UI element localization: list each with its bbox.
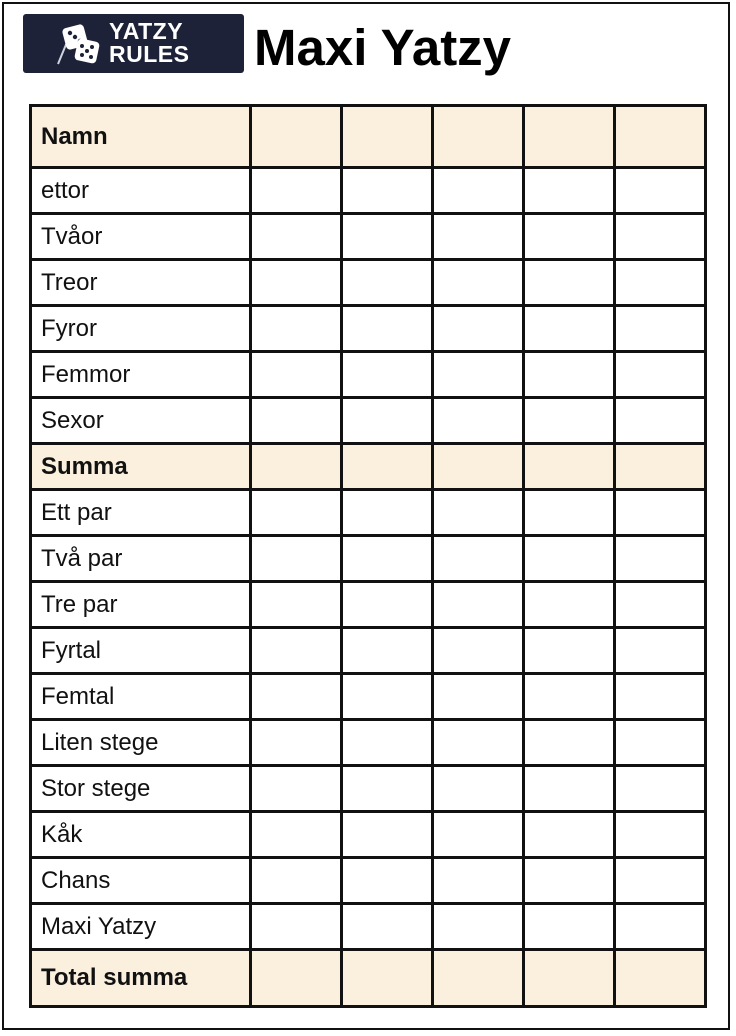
score-cell[interactable] [524,674,615,720]
score-cell[interactable] [615,950,706,1007]
score-cell[interactable] [615,674,706,720]
table-row [31,766,706,812]
score-cell[interactable] [342,352,433,398]
score-cell[interactable] [342,260,433,306]
score-cell[interactable] [615,582,706,628]
row-label: Treor [31,260,251,306]
score-cell[interactable] [251,582,342,628]
score-cell[interactable] [342,582,433,628]
score-cell[interactable] [342,858,433,904]
score-cell[interactable] [342,490,433,536]
score-cell[interactable] [524,720,615,766]
score-cell[interactable] [342,398,433,444]
row-label: Maxi Yatzy [31,904,251,950]
score-cell[interactable] [251,858,342,904]
score-cell[interactable] [433,306,524,352]
score-cell[interactable] [342,444,433,490]
table-row [31,260,706,306]
score-cell[interactable] [342,950,433,1007]
score-cell[interactable] [251,720,342,766]
score-cell[interactable] [251,306,342,352]
table-row [31,490,706,536]
score-cell[interactable] [615,536,706,582]
score-cell[interactable] [524,858,615,904]
score-cell[interactable] [615,628,706,674]
score-cell[interactable] [251,168,342,214]
row-label: Femtal [31,674,251,720]
score-cell[interactable] [433,352,524,398]
row-label: Summa [31,444,251,490]
score-cell[interactable] [433,720,524,766]
score-cell[interactable] [524,950,615,1007]
score-cell[interactable] [251,674,342,720]
table-row [31,536,706,582]
row-label: Kåk [31,812,251,858]
page-title: Maxi Yatzy [254,19,512,76]
score-cell[interactable] [251,536,342,582]
dice-icon [56,20,104,68]
score-cell[interactable] [342,812,433,858]
score-cell[interactable] [251,398,342,444]
row-label: Fyror [31,306,251,352]
table-row [31,674,706,720]
score-cell[interactable] [433,582,524,628]
score-cell[interactable] [615,352,706,398]
table-row [31,812,706,858]
score-cell[interactable] [524,306,615,352]
row-label: Liten stege [31,720,251,766]
score-cell[interactable] [251,106,342,168]
score-cell[interactable] [524,260,615,306]
row-label: Tre par [31,582,251,628]
yatzy-rules-logo[interactable] [23,14,244,73]
score-cell[interactable] [524,214,615,260]
row-label: Total summa [31,950,251,1007]
score-cell[interactable] [524,490,615,536]
score-cell[interactable] [524,582,615,628]
row-label: Stor stege [31,766,251,812]
score-cell[interactable] [524,168,615,214]
score-cell[interactable] [433,490,524,536]
row-label: Fyrtal [31,628,251,674]
score-cell[interactable] [615,766,706,812]
score-cell[interactable] [615,812,706,858]
score-cell[interactable] [251,950,342,1007]
table-row [31,306,706,352]
table-row [31,106,706,168]
score-cell[interactable] [524,352,615,398]
score-cell[interactable] [342,766,433,812]
table-row [31,628,706,674]
score-cell[interactable] [342,306,433,352]
score-cell[interactable] [524,812,615,858]
score-cell[interactable] [433,904,524,950]
table-row [31,858,706,904]
score-cell[interactable] [615,398,706,444]
table-row [31,398,706,444]
score-cell[interactable] [615,720,706,766]
logo-text [109,20,189,66]
logo-line-1: YATZY [109,18,184,44]
score-cell[interactable] [342,106,433,168]
score-cell[interactable] [524,628,615,674]
table-row [31,168,706,214]
row-label: Ett par [31,490,251,536]
score-cell[interactable] [433,214,524,260]
score-cell[interactable] [433,812,524,858]
table-row [31,720,706,766]
score-cell[interactable] [615,904,706,950]
row-label: Chans [31,858,251,904]
score-cell[interactable] [433,858,524,904]
score-cell[interactable] [433,674,524,720]
score-cell[interactable] [524,398,615,444]
score-cell[interactable] [251,444,342,490]
score-cell[interactable] [342,214,433,260]
score-cell[interactable] [251,490,342,536]
table-row [31,444,706,490]
score-cell[interactable] [251,260,342,306]
score-cell[interactable] [433,398,524,444]
score-cell[interactable] [251,352,342,398]
table-row [31,904,706,950]
score-cell[interactable] [342,904,433,950]
score-sheet [29,104,707,1008]
score-cell[interactable] [433,260,524,306]
score-cell[interactable] [615,306,706,352]
score-cell[interactable] [433,950,524,1007]
table-row [31,950,706,1007]
score-cell[interactable] [251,812,342,858]
table-row [31,214,706,260]
score-cell[interactable] [615,490,706,536]
score-cell[interactable] [251,766,342,812]
score-cell[interactable] [251,904,342,950]
score-cell[interactable] [524,106,615,168]
score-cell[interactable] [615,444,706,490]
table-row [31,582,706,628]
score-cell[interactable] [615,858,706,904]
row-label: Namn [31,106,251,168]
score-cell[interactable] [524,444,615,490]
row-label: Tvåor [31,214,251,260]
score-cell[interactable] [433,628,524,674]
score-cell[interactable] [342,628,433,674]
table-row [31,352,706,398]
score-cell[interactable] [251,214,342,260]
row-label: Sexor [31,398,251,444]
row-label: Två par [31,536,251,582]
score-cell[interactable] [615,260,706,306]
score-cell[interactable] [342,720,433,766]
score-cell[interactable] [615,168,706,214]
score-cell[interactable] [342,674,433,720]
score-cell[interactable] [433,106,524,168]
score-cell[interactable] [615,214,706,260]
score-cell[interactable] [615,106,706,168]
score-cell[interactable] [342,168,433,214]
score-cell[interactable] [524,536,615,582]
row-label: ettor [31,168,251,214]
score-cell[interactable] [342,536,433,582]
logo-line-2: RULES [109,41,190,67]
score-cell[interactable] [251,628,342,674]
score-cell[interactable] [433,444,524,490]
score-cell[interactable] [433,536,524,582]
score-cell[interactable] [433,168,524,214]
score-cell[interactable] [433,766,524,812]
score-cell[interactable] [524,766,615,812]
row-label: Femmor [31,352,251,398]
score-cell[interactable] [524,904,615,950]
